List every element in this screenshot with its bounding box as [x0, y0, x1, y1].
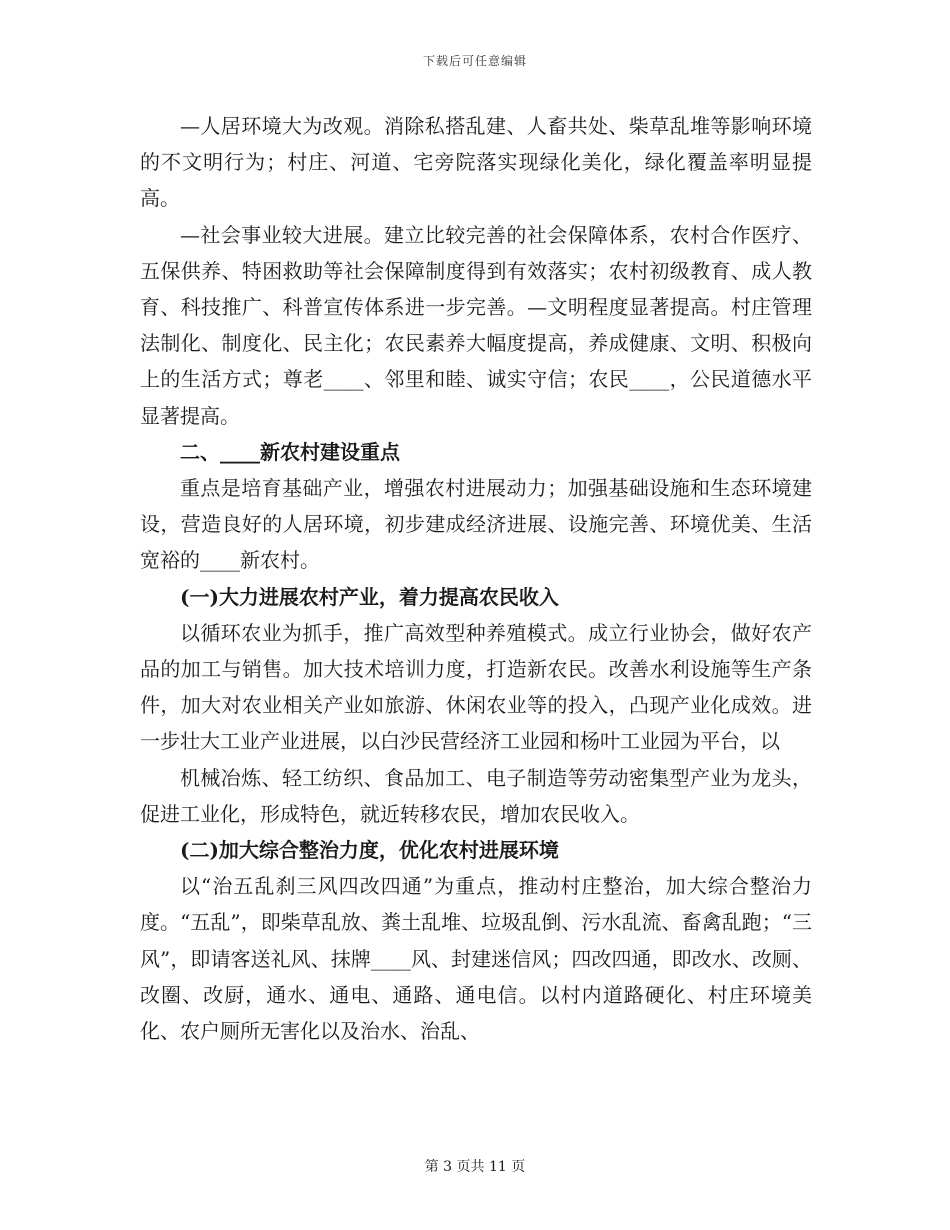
section-heading-key-points: 二、____新农村建设重点: [180, 439, 400, 464]
page-number-footer: 第 3 页共 11 页: [424, 1159, 526, 1175]
paragraph-living-environment: —人居环境大为改观。消除私搭乱建、人畜共处、柴草乱堆等影响环境的不文明行为；村庄、河道、宅旁院落实现绿化美化，绿化覆盖率明显提高。: [140, 114, 812, 211]
paragraph-key-points: 重点是培育基础产业，增强农村进展动力；加强基础设施和生态环境建设，营造良好的人居环境，初步建成经济进展、设施完善、环境优美、生活宽裕的____新农村。: [140, 476, 812, 573]
paragraph-rectification: 以“治五乱刹三风四改四通”为重点，推动村庄整治，加大综合整治力度。“五乱”，即柴草乱放、粪土乱堆、垃圾乱倒、污水乱流、畜禽乱跑；“三风”，即请客送礼风、抹牌____风、封建迷信风；四改四通，即改水、改厕、改圈、改厨，通水、通电、通路、通电信。以村内道路硬化、村庄环境美化、农户厕所无害化以及治水、治乱、: [140, 874, 812, 1044]
paragraph-industry-continued: 机械冶炼、轻工纺织、食品加工、电子制造等劳动密集型产业为龙头，促进工业化，形成特色，就近转移农民，增加农民收入。: [140, 765, 812, 826]
paragraph-rural-industry: 以循环农业为抓手，推广高效型种养殖模式。成立行业协会，做好农产品的加工与销售。加大技术培训力度，打造新农民。改善水利设施等生产条件，加大对农业相关产业如旅游、休闲农业等的投入，凸现产业化成效。进一步壮大工业产业进展，以白沙民营经济工业园和杨叶工业园为平台，以: [140, 620, 812, 754]
subheading-rural-industry: (一)大力进展农村产业，着力提高农民收入: [180, 584, 559, 609]
subheading-comprehensive-rectification: (二)加大综合整治力度，优化农村进展环境: [180, 838, 559, 863]
paragraph-social-undertakings: —社会事业较大进展。建立比较完善的社会保障体系，农村合作医疗、五保供养、特困救助等社会保障制度得到有效落实；农村初级教育、成人教育、科技推广、科普宣传体系进一步完善。—文明程度显著提高。村庄管理法制化、制度化、民主化；农民素养大幅度提高，养成健康、文明、积极向上的生活方式；尊老____、邻里和睦、诚实守信；农民____，公民道德水平显著提高。: [140, 222, 812, 428]
page-header-note: 下载后可任意编辑: [422, 54, 527, 68]
document-body: [140, 108, 812, 1049]
